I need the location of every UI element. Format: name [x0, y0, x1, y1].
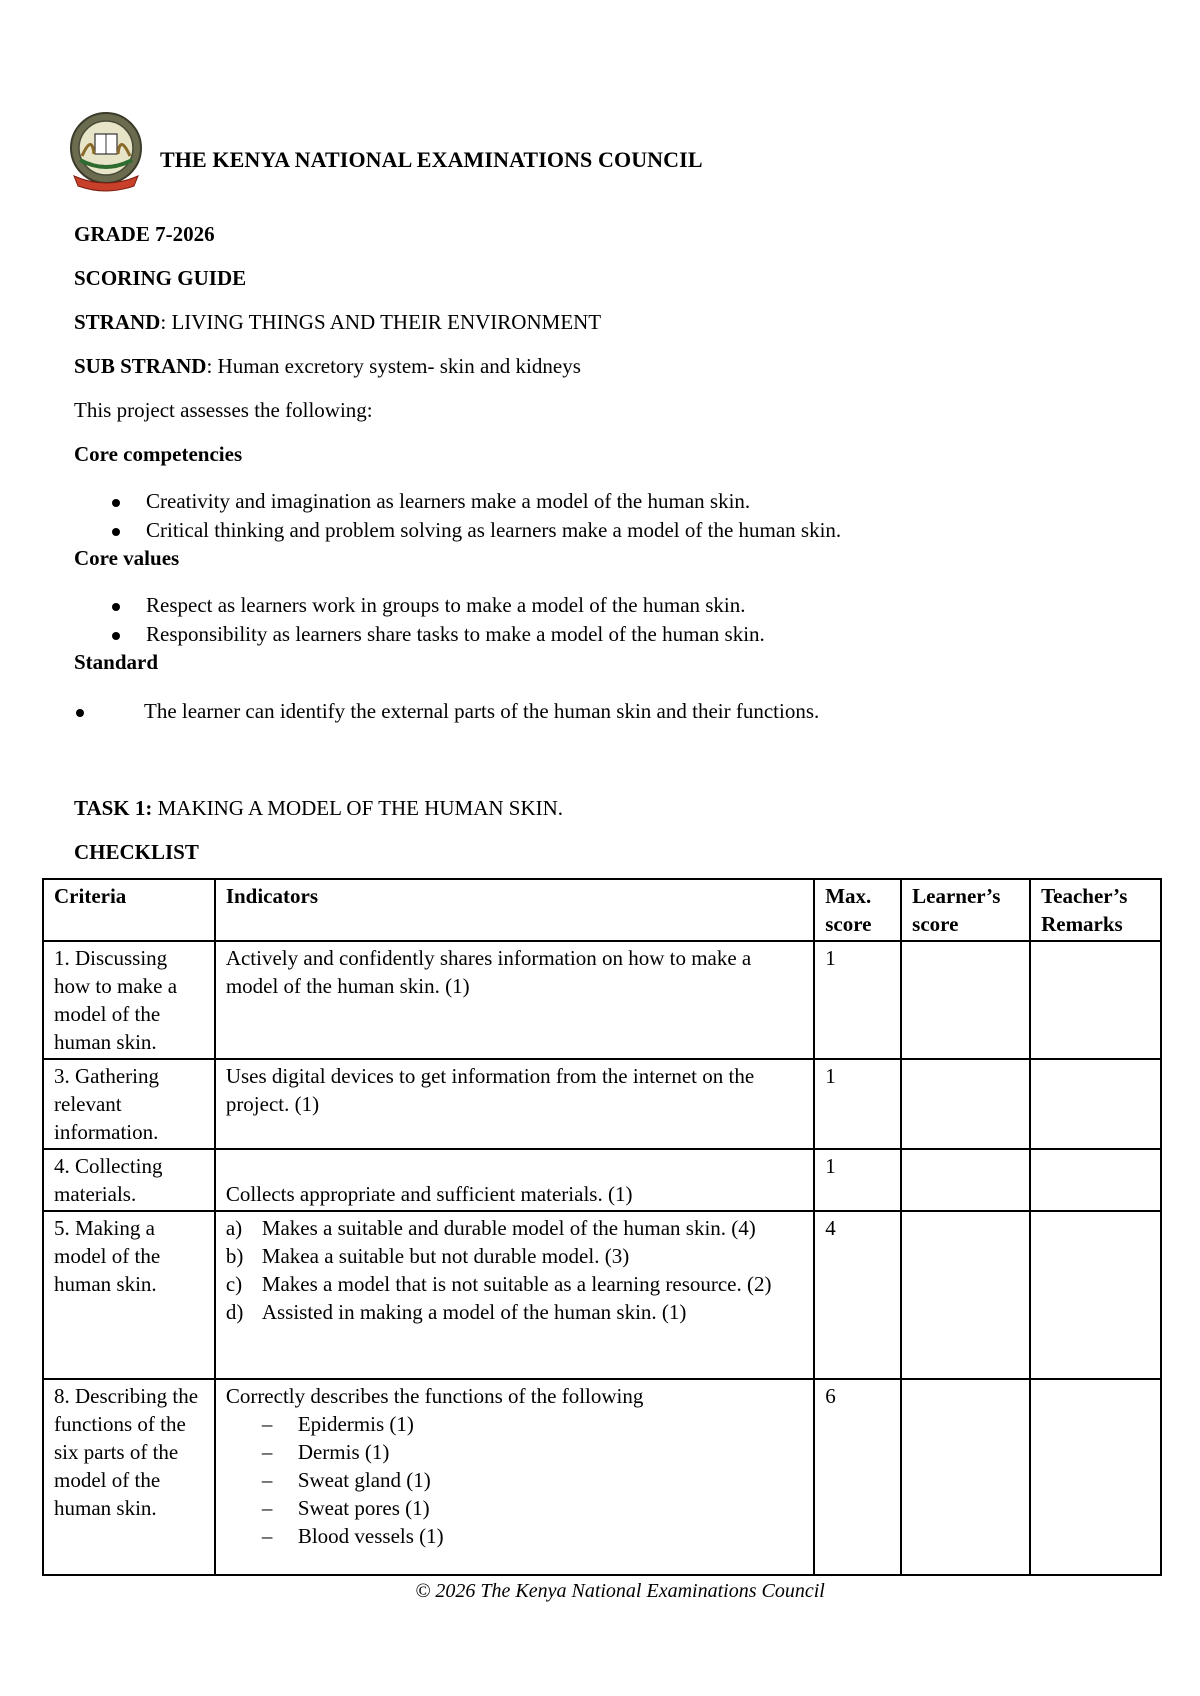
list-item: Respect as learners work in groups to make a model of the human skin.	[74, 591, 765, 620]
column-header: Max. score	[814, 879, 901, 941]
indicator-intro: Correctly describes the functions of the following	[225, 1384, 644, 1408]
column-header: Learner’s score	[901, 879, 1030, 941]
checklist-table	[42, 878, 1162, 1576]
max-score-cell: 1	[814, 1149, 901, 1211]
assessment-intro: This project assesses the following:	[74, 398, 373, 422]
column-header: Indicators	[215, 879, 814, 941]
learner-score-cell	[901, 1211, 1030, 1379]
dash-icon: –	[261, 1524, 273, 1548]
grade-line: GRADE 7-2026	[74, 222, 215, 246]
column-header: Criteria	[43, 879, 215, 941]
table-row	[43, 1379, 1161, 1575]
max-score-cell: 6	[814, 1379, 901, 1575]
indicator-cell: Uses digital devices to get information from the internet on the project. (1)	[215, 1059, 814, 1149]
list-item: – Epidermis (1)	[261, 1412, 414, 1436]
council-heading: THE KENYA NATIONAL EXAMINATIONS COUNCIL	[160, 147, 703, 172]
indicator-cell	[215, 1211, 814, 1379]
list-item: Creativity and imagination as learners make a model of the human skin.	[74, 487, 841, 516]
max-score-cell: 1	[814, 941, 901, 1059]
criteria-cell: 1. Discussing how to make a model of the human skin.	[43, 941, 215, 1059]
column-header: Teacher’s Remarks	[1030, 879, 1161, 941]
list-item: d) Assisted in making a model of the human skin. (1)	[225, 1300, 687, 1324]
knec-logo-icon	[68, 110, 144, 196]
indicator-cell: Collects appropriate and sufficient materials. (1)	[215, 1149, 814, 1211]
core-values-heading: Core values	[74, 546, 180, 570]
list-item: b) Makea a suitable but not durable model. (3)	[225, 1244, 630, 1268]
teacher-remarks-cell	[1030, 941, 1161, 1059]
criteria-cell: 5. Making a model of the human skin.	[43, 1211, 215, 1379]
list-item: a) Makes a suitable and durable model of the human skin. (4)	[225, 1216, 756, 1240]
dash-icon: –	[261, 1496, 273, 1520]
core-competencies-heading: Core competencies	[74, 442, 243, 466]
indicator-cell	[215, 1379, 814, 1575]
max-score-cell: 1	[814, 1059, 901, 1149]
table-row	[43, 1149, 1161, 1211]
dash-icon: –	[261, 1468, 273, 1492]
list-item: Responsibility as learners share tasks to make a model of the human skin.	[74, 620, 765, 649]
bullet-icon	[112, 528, 120, 536]
criteria-cell: 4. Collecting materials.	[43, 1149, 215, 1211]
strand-line: STRAND: LIVING THINGS AND THEIR ENVIRONMENT	[74, 310, 602, 334]
core-competencies-list	[74, 487, 841, 545]
guide-title: SCORING GUIDE	[74, 266, 247, 290]
learner-score-cell	[901, 1379, 1030, 1575]
teacher-remarks-cell	[1030, 1149, 1161, 1211]
dash-icon: –	[261, 1412, 273, 1436]
list-item: – Sweat pores (1)	[261, 1496, 430, 1520]
list-item: – Sweat gland (1)	[261, 1468, 431, 1492]
teacher-remarks-cell	[1030, 1211, 1161, 1379]
table-header-row	[43, 879, 1161, 941]
standard-list	[74, 697, 819, 726]
table-row	[43, 1211, 1161, 1379]
teacher-remarks-cell	[1030, 1059, 1161, 1149]
list-item: – Blood vessels (1)	[261, 1524, 444, 1548]
skin-parts-list	[226, 1410, 805, 1550]
list-item: c) Makes a model that is not suitable as a learning resource. (2)	[225, 1272, 772, 1296]
core-values-list	[74, 591, 765, 649]
standard-heading: Standard	[74, 650, 159, 674]
learner-score-cell	[901, 1149, 1030, 1211]
bullet-icon	[76, 709, 84, 717]
criteria-cell: 3. Gathering relevant information.	[43, 1059, 215, 1149]
indicator-cell: Actively and confidently shares information on how to make a model of the human skin. (1)	[215, 941, 814, 1059]
bullet-icon	[112, 499, 120, 507]
learner-score-cell	[901, 1059, 1030, 1149]
dash-icon: –	[261, 1440, 273, 1464]
criteria-cell: 8. Describing the functions of the six parts of the model of the human skin.	[43, 1379, 215, 1575]
checklist-heading: CHECKLIST	[74, 840, 199, 864]
list-item: – Dermis (1)	[261, 1440, 390, 1464]
task-title: TASK 1: MAKING A MODEL OF THE HUMAN SKIN.	[74, 796, 564, 820]
sub-strand-line: SUB STRAND: Human excretory system- skin and kidneys	[74, 354, 581, 378]
copyright-footer: © 2026 The Kenya National Examinations Council	[415, 1580, 825, 1602]
list-item: Critical thinking and problem solving as learners make a model of the human skin.	[74, 516, 841, 545]
max-score-cell: 4	[814, 1211, 901, 1379]
bullet-icon	[112, 632, 120, 640]
indicator-list	[226, 1214, 805, 1326]
list-item: The learner can identify the external parts of the human skin and their functions.	[74, 697, 819, 726]
table-row	[43, 1059, 1161, 1149]
learner-score-cell	[901, 941, 1030, 1059]
bullet-icon	[112, 603, 120, 611]
table-row	[43, 941, 1161, 1059]
teacher-remarks-cell	[1030, 1379, 1161, 1575]
